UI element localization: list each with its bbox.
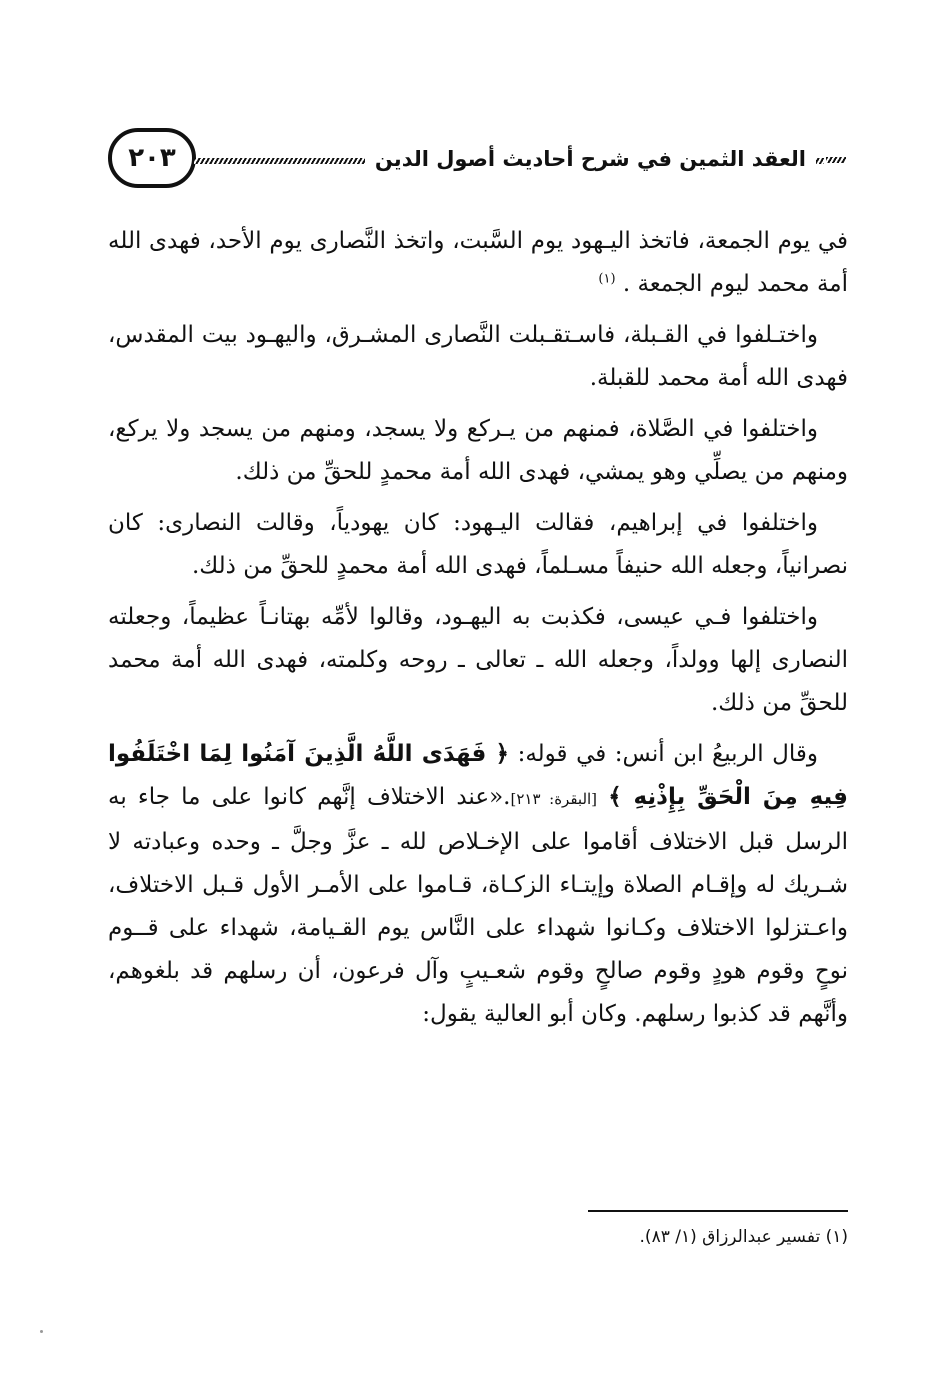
page-number: ٢٠٣ — [128, 143, 176, 173]
paragraph — [108, 596, 848, 725]
paragraph-text: واختـلفوا في القـبلة، فاسـتقـبلت النَّصارى المشـرق، واليهـود بيت المقدس، فهدى الله أمة محمد للقبلة. — [108, 322, 848, 391]
paragraph — [108, 408, 848, 494]
footnote-reference: (١) — [598, 271, 616, 287]
header-end-ornament — [824, 154, 848, 166]
paragraph — [108, 733, 848, 1036]
verse-reference: [البقرة: ٢١٣] — [510, 790, 598, 808]
paragraph-text: في يوم الجمعة، فاتخذ اليـهود يوم السَّبت، واتخذ النَّصارى يوم الأحد، فهدى الله أمة محمد ليوم الجمعة . — [108, 228, 848, 297]
book-title: العقد الثمين في شرح أحاديث أصول الدين — [365, 142, 816, 176]
paragraph-text: واختلفوا في الصَّلاة، فمنهم من يـركع ولا يسجد، ومنهم من يسجد ولا يركع، ومنهم من يصلِّي وهو يمشي، فهدى الله أمة محمدٍ للحقِّ من ذلك. — [108, 416, 848, 485]
footnote: (١) تفسير عبدالرزاق (١/ ٨٣). — [639, 1227, 848, 1247]
quote-intro: وقال الربيعُ ابن أنس: في قوله: — [517, 741, 819, 767]
paragraph-text: .«عند الاختلاف إنَّهم كانوا على ما جاء به الرسل قبل الاختلاف أقاموا على الإخـلاص لله ـ عزَّ وجلَّ ـ وحده وعبادته لا شـريك له وإقـام الصلاة وإيتـاء الزكـاة، قـاموا على الأمـر الأول قـبل الاختلاف، واعـتزلوا الاختلاف وكـانوا شهداء على النَّاس يوم القـيامة، شهداء على قــوم نوحٍ وقوم هودٍ وقوم صالحٍ وقوم شعـيبٍ وآل فرعون، أن رسلهم قد بلغوهم، وأنَّهم قد كذبوا رسلهم. وكان أبو العالية يقول: — [108, 784, 848, 1027]
scan-speck — [40, 1330, 43, 1333]
quran-verse: ﴿ فَهَدَى اللَّهُ الَّذِينَ آمَنُوا لِمَا اخْتَلَفُوا فِيهِ مِنَ الْحَقِّ بِإِذْنِهِ ﴾ — [108, 741, 848, 810]
paragraph-text: واختلفوا فـي عيسى، فكذبت به اليهـود، وقالوا لأمِّه بهتانـاً عظيماً، وجعلته النصارى إلها وولداً، وجعله الله ـ تعالى ـ روحه وكلمته، فهدى الله أمة محمد للحقِّ من ذلك. — [108, 604, 848, 716]
paragraph — [108, 220, 848, 306]
footnote-separator — [588, 1210, 848, 1212]
page-number-badge — [108, 128, 196, 188]
main-text — [108, 220, 848, 1044]
paragraph — [108, 502, 848, 588]
running-header — [108, 128, 848, 188]
paragraph — [108, 314, 848, 400]
paragraph-text: واختلفوا في إبراهيم، فقالت اليـهود: كان يهودياً، وقالت النصارى: كان نصرانياً، وجعله الله حنيفاً مسـلماً، فهدى الله أمة محمدٍ للحقِّ من ذلك. — [108, 510, 848, 579]
